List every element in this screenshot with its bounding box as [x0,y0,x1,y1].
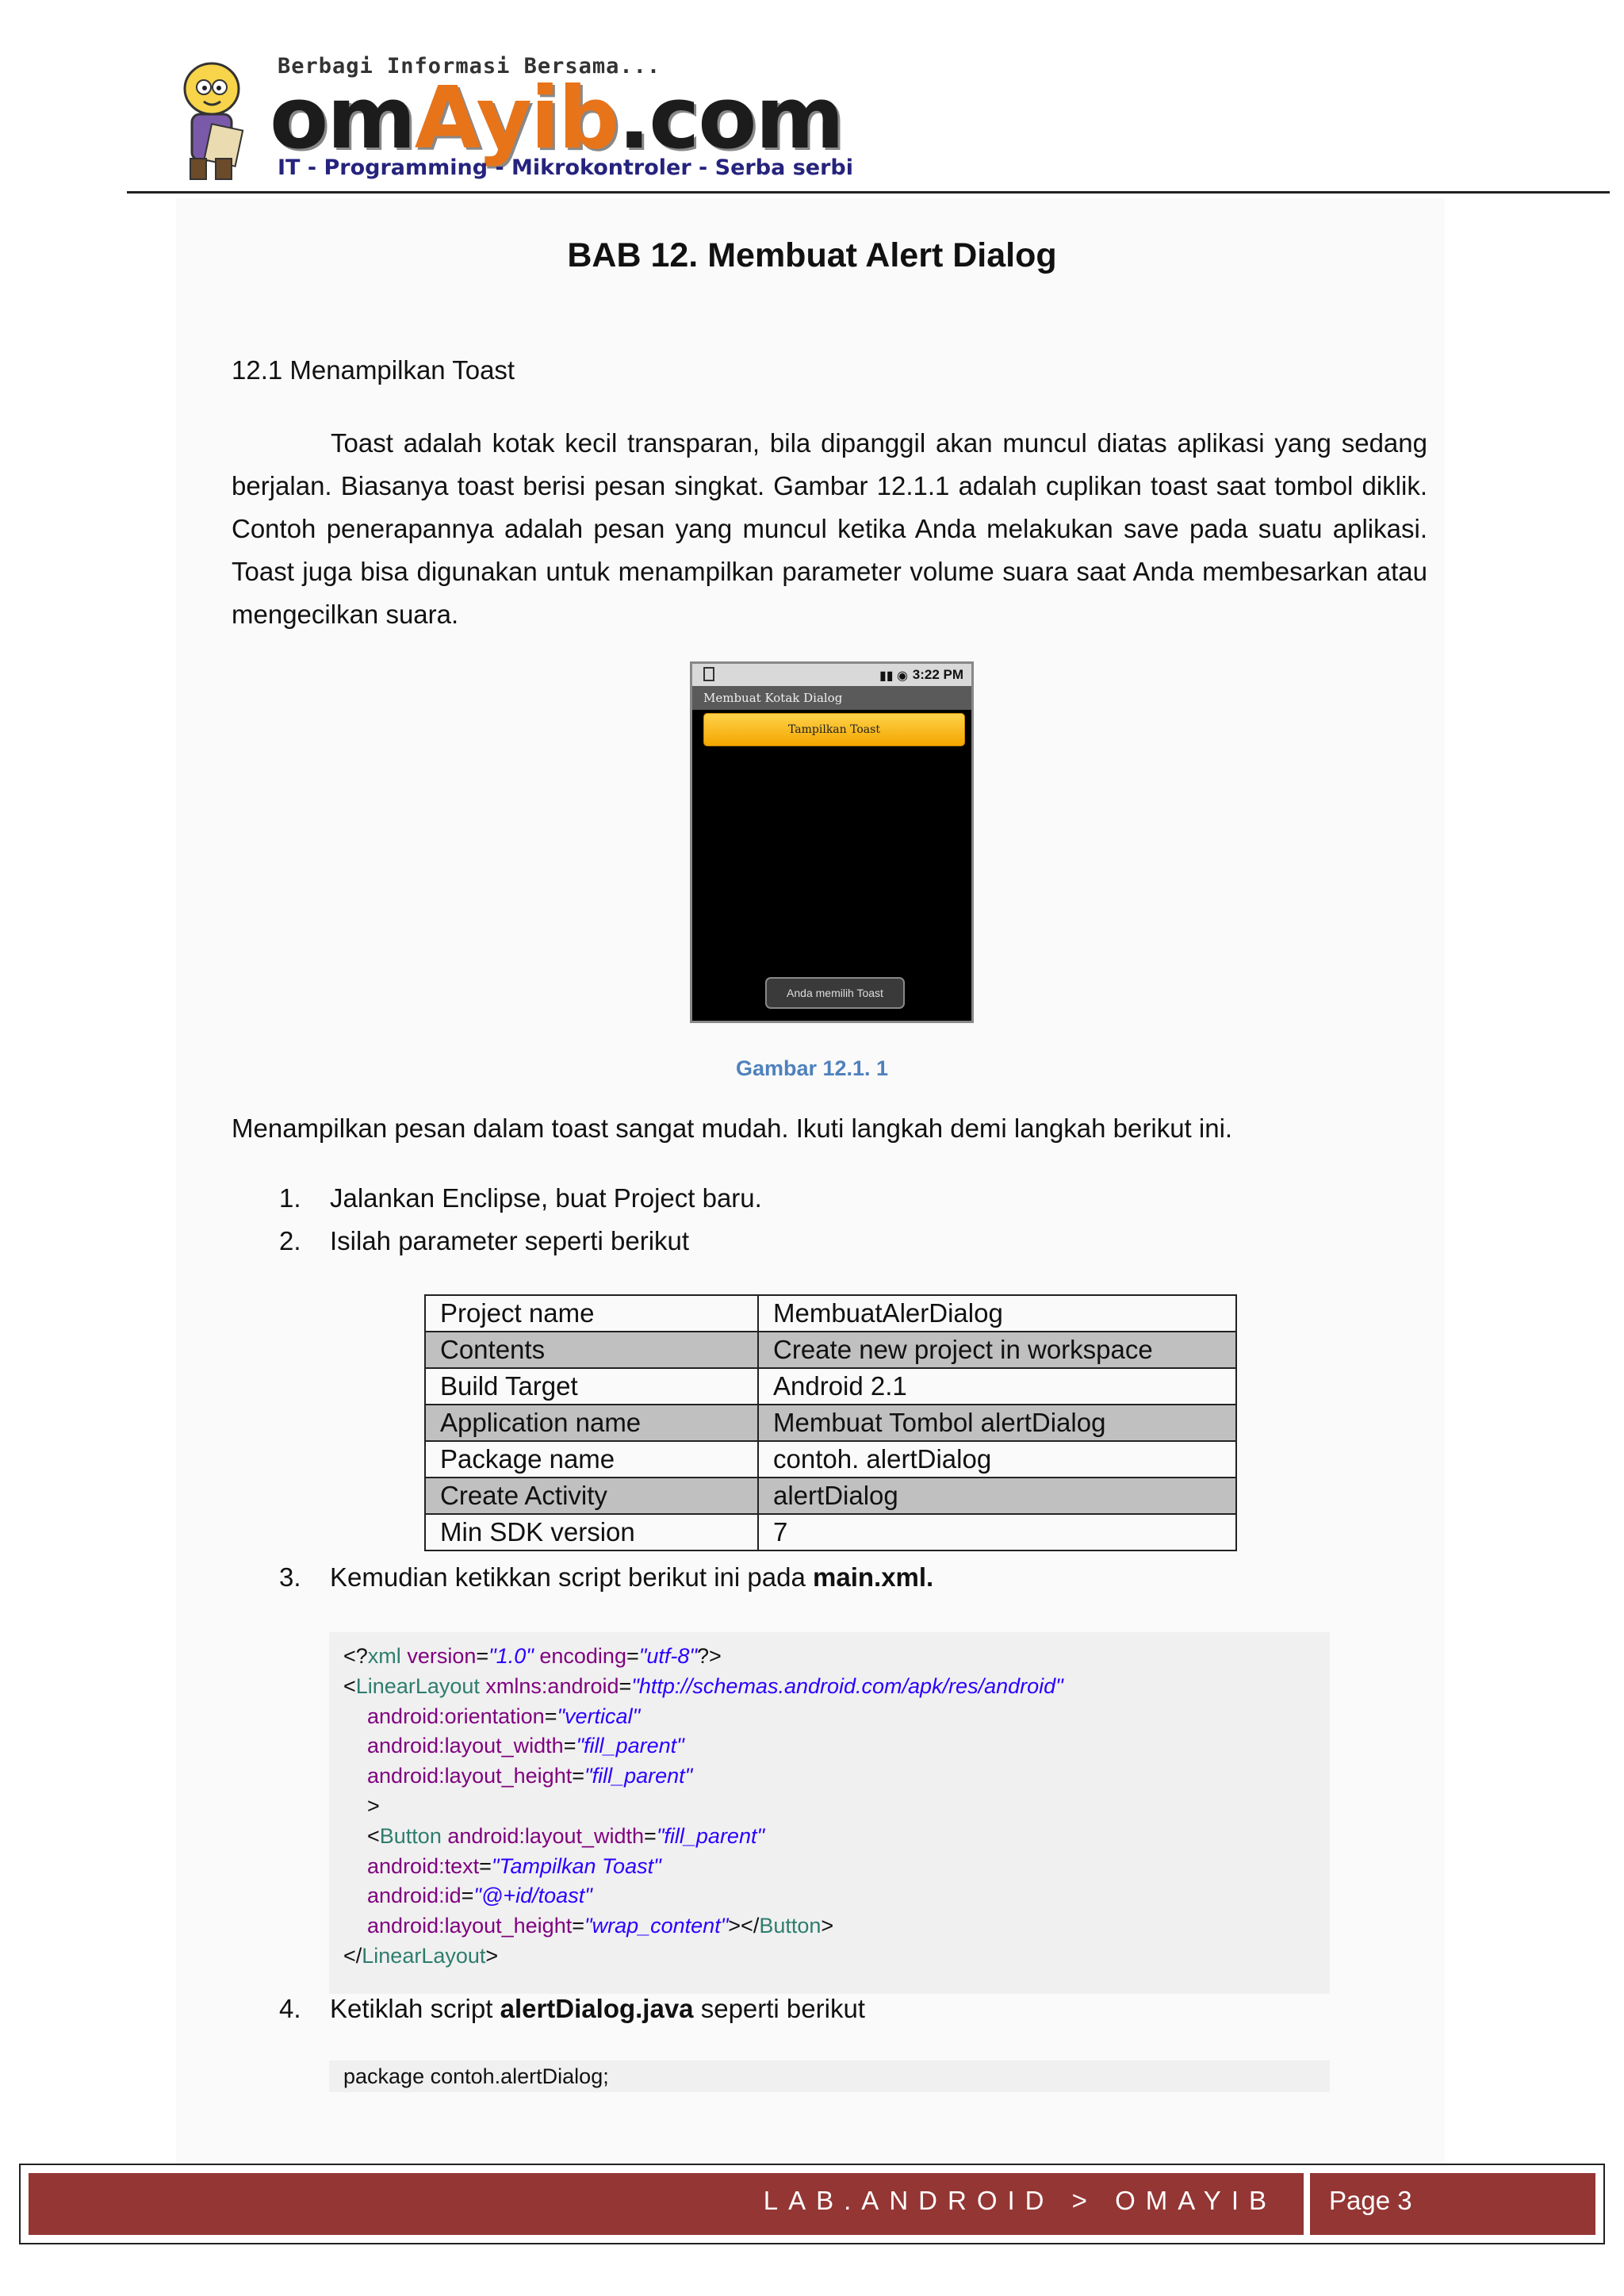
step-filename: alertDialog.java [500,1994,694,2023]
code-line: android:text="Tampilkan Toast" [367,1853,661,1878]
chapter-title: BAB 12. Membuat Alert Dialog [567,236,1057,274]
step-text: Jalankan Enclipse, buat Project baru. [330,1183,762,1213]
code-line: package contoh.alertDialog; [343,2064,609,2088]
page-number: Page 3 [1329,2186,1412,2215]
code-block-java [329,2060,1330,2092]
param-value-cell: Membuat Tombol alertDialog [758,1405,1236,1441]
step-number: 3. [279,1562,301,1592]
site-logo [159,49,856,192]
param-name-cell: Min SDK version [425,1514,758,1550]
tampilkan-toast-button: Tampilkan Toast [703,713,965,746]
footer-lab-text: LAB.ANDROID > OMAYIB [763,2186,1277,2215]
param-name-cell: Create Activity [425,1478,758,1514]
figure-phone-screenshot [690,661,974,1023]
step-text: Ketiklah script [330,1994,500,2023]
param-value-cell: Android 2.1 [758,1368,1236,1405]
project-parameters-table [424,1294,1237,1551]
table-row [425,1441,1236,1478]
code-line: android:orientation="vertical" [367,1704,641,1728]
code-line: </LinearLayout> [343,1943,499,1968]
param-value-cell: contoh. alertDialog [758,1441,1236,1478]
step-3 [279,1562,933,1593]
step-text: Isilah parameter seperti berikut [330,1226,690,1255]
logo-part-com: .com [618,69,843,168]
code-line: <?xml version="1.0" encoding="utf-8"?> [343,1644,722,1668]
logo-part-ayib: Ayib [414,69,619,168]
table-row [425,1332,1236,1368]
param-value-cell: alertDialog [758,1478,1236,1514]
logo-wordmark [270,71,843,167]
step-number: 1. [279,1183,301,1213]
step-4 [279,1994,865,2024]
section-heading: 12.1 Menampilkan Toast [232,355,515,385]
code-line: <Button android:layout_width="fill_parent" [343,1823,765,1848]
step-number: 4. [279,1994,301,2023]
header-divider [127,191,1610,194]
toast-message: Anda memilih Toast [765,977,905,1009]
step-text: Kemudian ketikkan script berikut ini pada [330,1562,813,1592]
header-tagline: Berbagi Informasi Bersama... [278,54,661,79]
sd-card-icon [703,667,714,681]
code-line: <LinearLayout xmlns:android="http://schemas.android.com/apk/res/android" [343,1673,1063,1698]
code-line: android:layout_width="fill_parent" [367,1734,684,1758]
footer-banner [29,2173,1304,2235]
step-filename: main.xml. [813,1562,934,1592]
param-name-cell: Project name [425,1295,758,1332]
steps-intro: Menampilkan pesan dalam toast sangat mudah. Ikuti langkah demi langkah berikut ini. [232,1114,1233,1143]
table-row [425,1405,1236,1441]
code-line: android:id="@+id/toast" [367,1884,592,1908]
intro-paragraph: Toast adalah kotak kecil transparan, bila dipanggil akan muncul diatas aplikasi yang sedang berjalan. Biasanya toast berisi pesan singkat. Gambar 12.1.1 adalah cuplikan toast saat tombol diklik. Contoh penerapannya adalah pesan yang muncul ketika Anda melakukan save pada suatu aplikasi. Toast juga bisa digunakan untuk menampilkan parameter volume suara saat Anda membesarkan atau mengecilkan suara. [232,428,1427,629]
code-line: android:layout_height="wrap_content"></Button> [367,1914,834,1938]
code-line: android:layout_height="fill_parent" [367,1764,693,1788]
param-value-cell: MembuatAlerDialog [758,1295,1236,1332]
param-value-cell: 7 [758,1514,1236,1550]
footer-page-box [1310,2173,1595,2235]
phone-status-bar [692,664,971,686]
logo-part-om: om [270,69,415,168]
step-1 [279,1183,762,1213]
param-name-cell: Application name [425,1405,758,1441]
phone-app-title: Membuat Kotak Dialog [692,686,971,710]
param-name-cell: Contents [425,1332,758,1368]
status-time: 3:22 PM [912,667,963,682]
table-row [425,1514,1236,1550]
figure-caption: Gambar 12.1. 1 [735,1056,889,1080]
step-2 [279,1226,689,1256]
step-text-after: seperti berikut [693,1994,865,2023]
header-subtitle: IT - Programming - Mikrokontroler - Serba serbi [278,155,853,180]
code-block-main-xml [329,1632,1330,1994]
code-line: > [343,1793,380,1818]
table-row [425,1295,1236,1332]
param-value-cell: Create new project in workspace [758,1332,1236,1368]
table-row [425,1368,1236,1405]
param-name-cell: Package name [425,1441,758,1478]
param-name-cell: Build Target [425,1368,758,1405]
mascot-icon [168,57,255,184]
signal-battery-icon: ▮▮ ◉ [879,669,908,683]
step-number: 2. [279,1226,301,1255]
table-row [425,1478,1236,1514]
